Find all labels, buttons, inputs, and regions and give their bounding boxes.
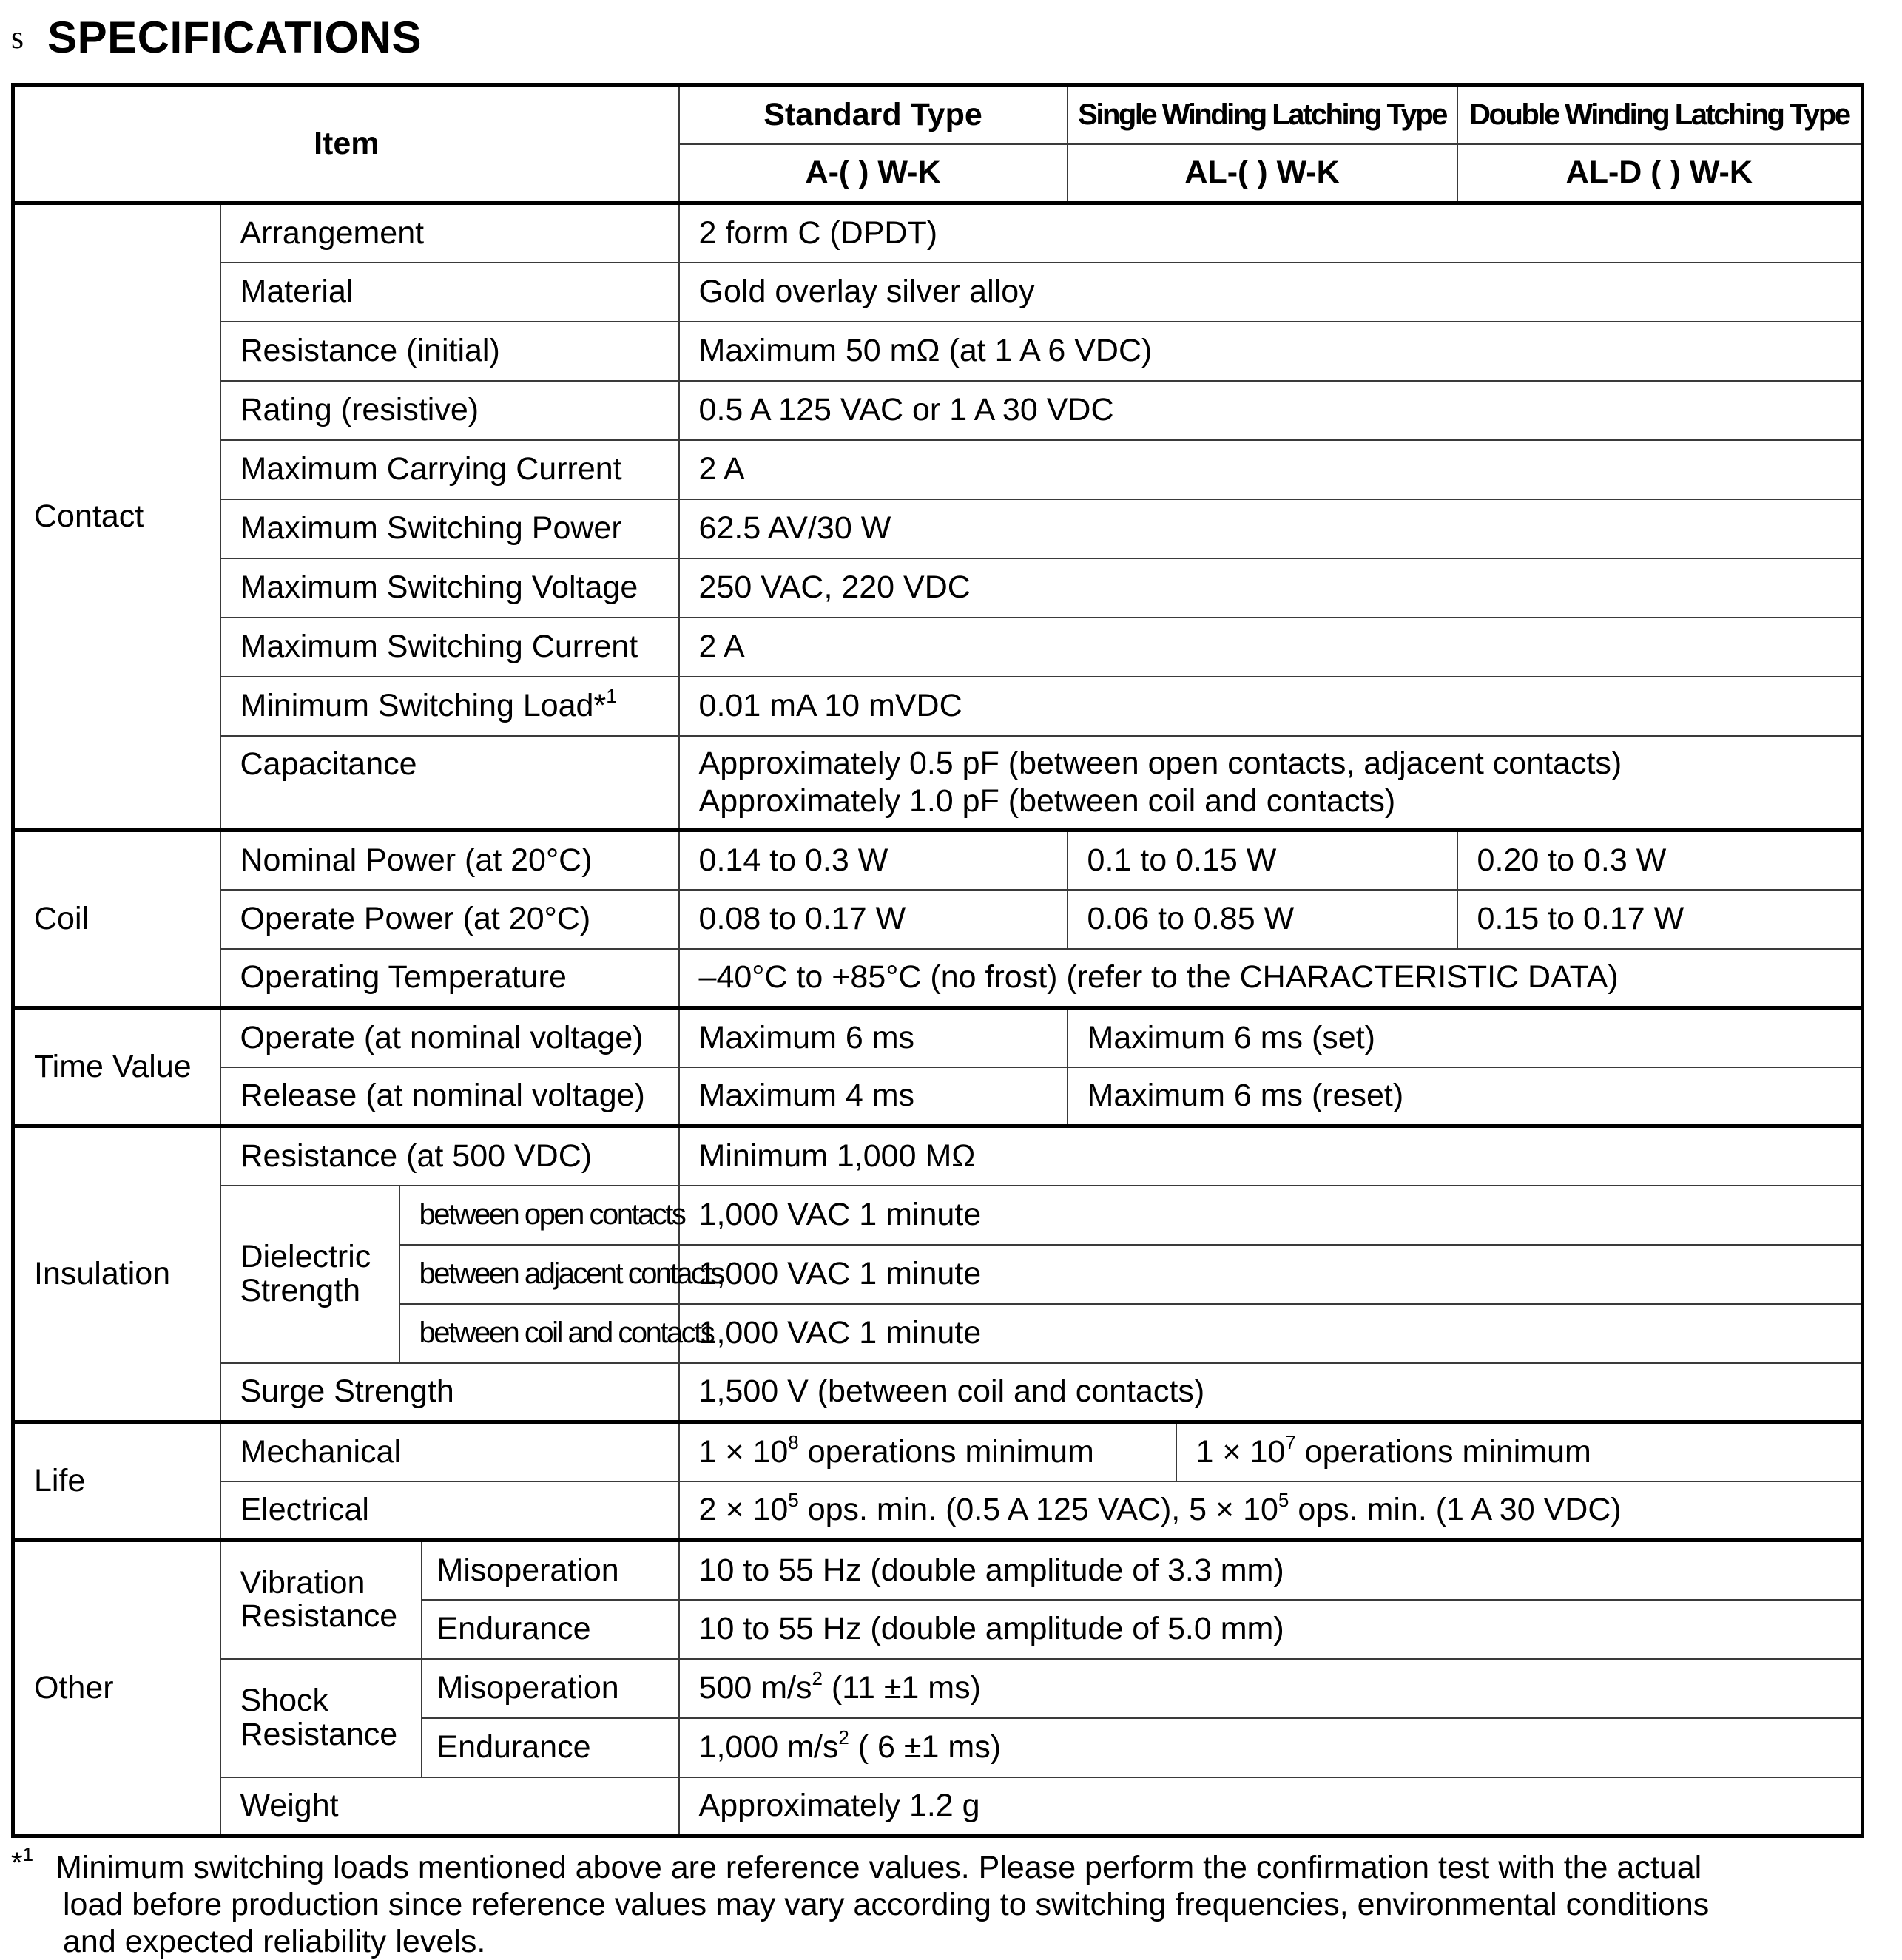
row-label: Capacitance [220,736,679,831]
row-value: 2 A [679,618,1863,677]
row-label: Rating (resistive) [220,381,679,440]
row-value: 1,500 V (between coil and contacts) [679,1363,1863,1422]
row-value: Maximum 50 mΩ (at 1 A 6 VDC) [679,322,1863,381]
table-row [13,263,1863,322]
row-value: Minimum 1,000 MΩ [679,1126,1863,1186]
row-sublabel: Endurance [422,1600,679,1659]
row-value: 1,000 VAC 1 minute [679,1186,1863,1245]
row-value: 1,000 VAC 1 minute [679,1245,1863,1304]
table-row [13,381,1863,440]
row-value: 1,000 $m/s^2$ ( 6 ±1 ms) [679,1718,1863,1777]
row-value: 0.5 A 125 VAC or 1 A 30 VDC [679,381,1863,440]
row-value-latching: $1 \times 10^7$ operations minimum [1176,1422,1863,1481]
row-value-standard: Maximum 6 ms [679,1008,1068,1067]
row-sublabel: Misoperation [422,1541,679,1600]
header-row-types [13,85,1863,144]
footnote-marker: *$^1$ [11,1843,34,1879]
row-value-standard: Maximum 4 ms [679,1067,1068,1126]
category-time-value: Time Value [13,1008,220,1126]
row-value: 10 to 55 Hz (double amplitude of 3.3 mm) [679,1541,1863,1600]
vibration-resistance-label: Vibration Resistance [220,1541,422,1659]
row-label: Resistance (initial) [220,322,679,381]
row-sublabel: between adjacent contacts [399,1245,679,1304]
row-label: Operating Temperature [220,949,679,1008]
table-row [13,1422,1863,1481]
header-item: Item [13,85,679,203]
row-label: Weight [220,1777,679,1836]
footnote-text: Minimum switching loads mentioned above are reference values. Please perform the confirmation test with the actual load before production since reference values may vary according to switching frequencies, environmental conditions and expected reliability levels. [55,1850,1710,1959]
category-insulation: Insulation [13,1126,220,1422]
table-row [13,1481,1863,1541]
table-row [13,558,1863,618]
shock-resistance-label: Shock Resistance [220,1659,422,1777]
row-value-double: 0.15 to 0.17 W [1457,890,1863,949]
table-row [13,831,1863,890]
row-label: Operate Power (at 20°C) [220,890,679,949]
table-row [13,203,1863,263]
table-row [13,1008,1863,1067]
page-title: SPECIFICATIONS [47,12,422,62]
category-coil: Coil [13,831,220,1008]
header-single-model: AL-( ) W-K [1068,144,1457,203]
row-label: Release (at nominal voltage) [220,1067,679,1126]
header-single-winding-type: Single Winding Latching Type [1068,85,1457,144]
table-row [13,1659,1863,1718]
row-value: Gold overlay silver alloy [679,263,1863,322]
row-label: Surge Strength [220,1363,679,1422]
row-sublabel: Endurance [422,1718,679,1777]
section-title [11,7,422,67]
specifications-table [11,83,1864,1838]
row-value-latching: Maximum 6 ms (reset) [1068,1067,1863,1126]
row-label: Material [220,263,679,322]
category-other: Other [13,1541,220,1836]
row-label: Resistance (at 500 VDC) [220,1126,679,1186]
row-value-double: 0.20 to 0.3 W [1457,831,1863,890]
row-label: Maximum Switching Current [220,618,679,677]
table-row [13,499,1863,558]
table-row [13,736,1863,831]
row-value: Approximately 0.5 pF (between open contacts, adjacent contacts) Approximately 1.0 pF (between coil and contacts) [679,736,1863,831]
table-row [13,1541,1863,1600]
row-value: Approximately 1.2 g [679,1777,1863,1836]
table-row [13,1363,1863,1422]
table-row [13,618,1863,677]
row-label: Arrangement [220,203,679,263]
table-row [13,322,1863,381]
header-double-winding-type: Double Winding Latching Type [1457,85,1863,144]
row-label: Nominal Power (at 20°C) [220,831,679,890]
header-standard-type: Standard Type [679,85,1068,144]
row-value: 62.5 AV/30 W [679,499,1863,558]
row-value: 2 form C (DPDT) [679,203,1863,263]
table-row [13,677,1863,736]
row-value: 1,000 VAC 1 minute [679,1304,1863,1363]
table-row [13,1126,1863,1186]
row-value-standard: 0.14 to 0.3 W [679,831,1068,890]
row-value: 250 VAC, 220 VDC [679,558,1863,618]
row-value-standard: $1 \times 10^8$ operations minimum [679,1422,1176,1481]
table-row [13,1777,1863,1836]
row-label: Maximum Switching Power [220,499,679,558]
row-value: 500 $m/s^2$ (11 ±1 ms) [679,1659,1863,1718]
category-contact: Contact [13,203,220,831]
header-double-model: AL-D ( ) W-K [1457,144,1863,203]
header-standard-model: A-( ) W-K [679,144,1068,203]
row-sublabel: Misoperation [422,1659,679,1718]
row-label: Maximum Carrying Current [220,440,679,499]
row-value-standard: 0.08 to 0.17 W [679,890,1068,949]
table-row [13,949,1863,1008]
row-value: 2 A [679,440,1863,499]
row-label: Mechanical [220,1422,679,1481]
footnote [11,1843,1875,1960]
row-value: 10 to 55 Hz (double amplitude of 5.0 mm) [679,1600,1863,1659]
row-label: Electrical [220,1481,679,1541]
table-row [13,1186,1863,1245]
row-label: Maximum Switching Voltage [220,558,679,618]
dielectric-strength-label: Dielectric Strength [220,1186,399,1363]
table-row [13,440,1863,499]
table-row [13,890,1863,949]
row-label: Minimum Switching Load*$^1$ [220,677,679,736]
bullet-icon: s [11,18,24,55]
row-value: 0.01 mA 10 mVDC [679,677,1863,736]
row-label: Operate (at nominal voltage) [220,1008,679,1067]
row-value-latching: Maximum 6 ms (set) [1068,1008,1863,1067]
row-value-single: 0.1 to 0.15 W [1068,831,1457,890]
row-value: –40°C to +85°C (no frost) (refer to the CHARACTERISTIC DATA) [679,949,1863,1008]
row-value-single: 0.06 to 0.85 W [1068,890,1457,949]
category-life: Life [13,1422,220,1541]
table-row [13,1067,1863,1126]
row-value: $2 \times 10^5$ ops. min. (0.5 A 125 VAC), $5 \times 10^5$ ops. min. (1 A 30 VDC) [679,1481,1863,1541]
row-sublabel: between open contacts [399,1186,679,1245]
row-sublabel: between coil and contacts [399,1304,679,1363]
